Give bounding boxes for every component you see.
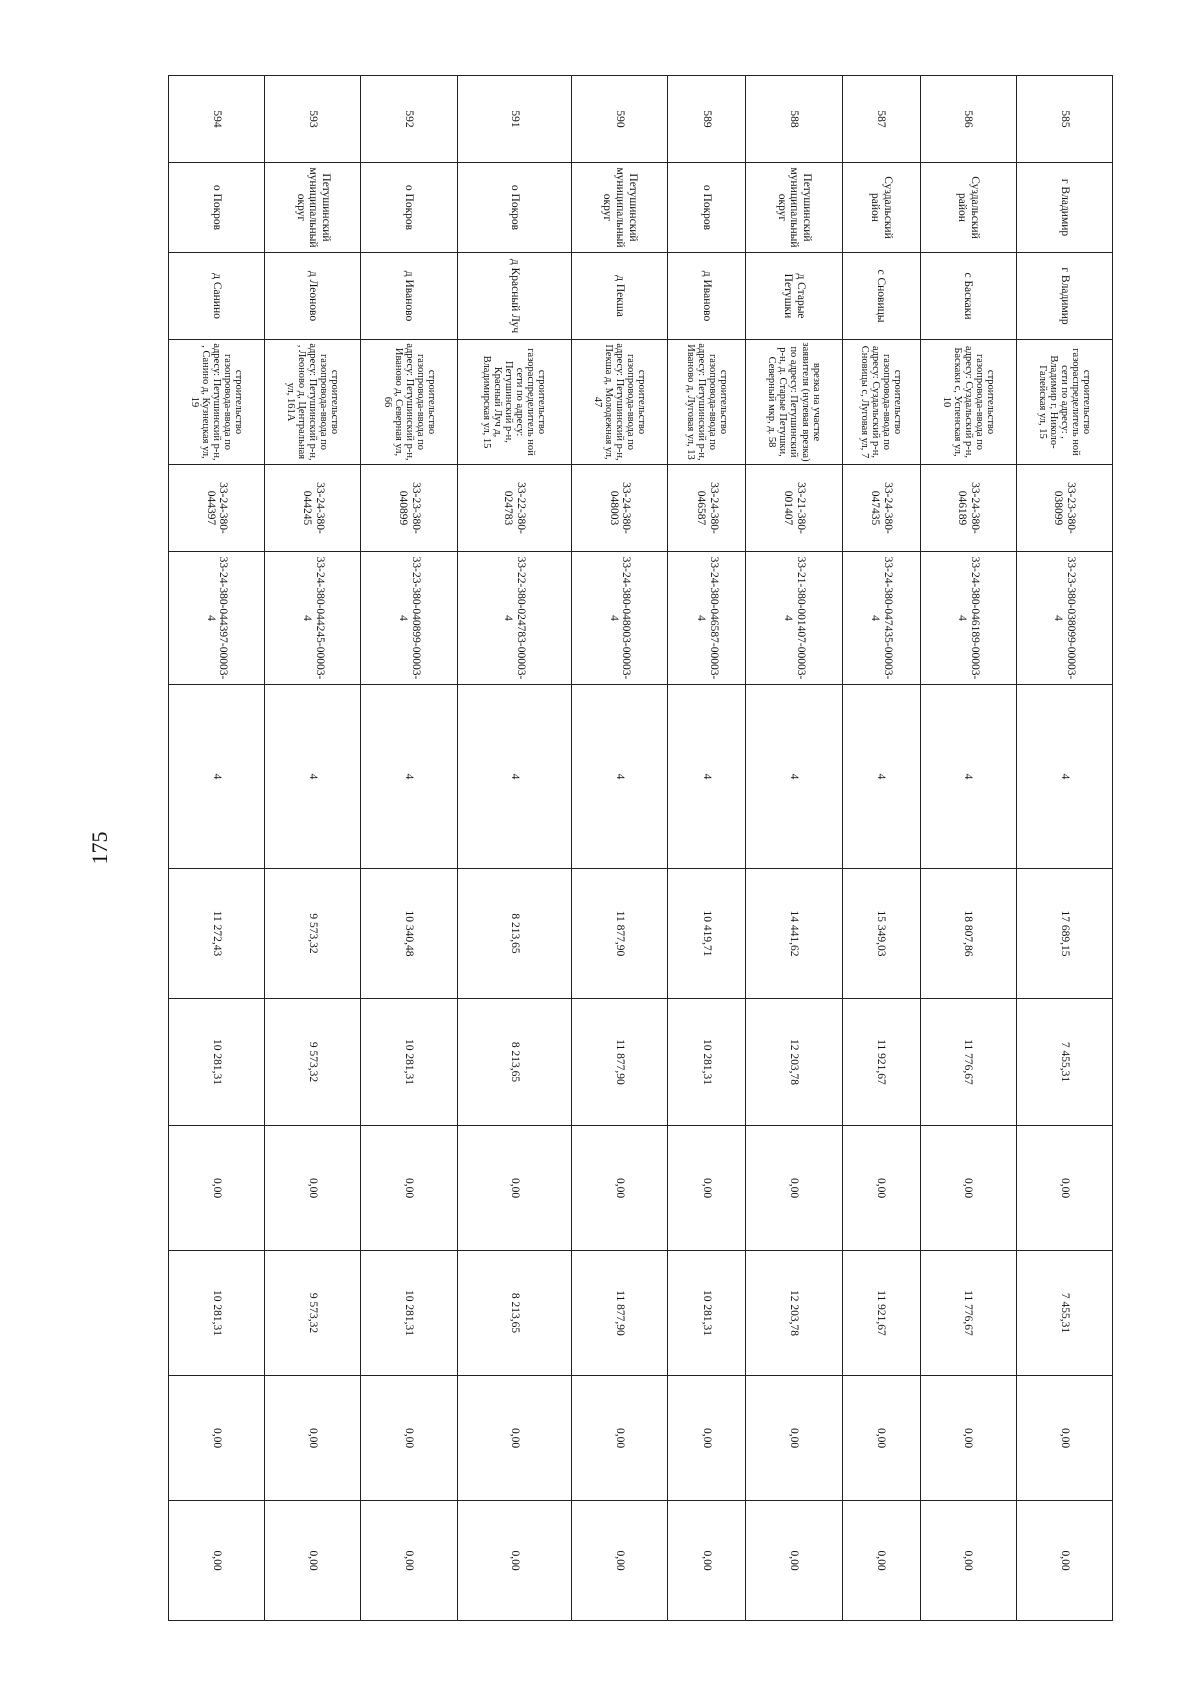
- municipality-cell: Петушинский муниципальный округ: [746, 163, 842, 253]
- value-4-cell: 11 877,90: [572, 1251, 668, 1376]
- value-5-cell: 0,00: [572, 1376, 668, 1501]
- value-3-cell: 0,00: [169, 1126, 265, 1251]
- value-3-cell: 0,00: [265, 1126, 361, 1251]
- table-row: [265, 76, 361, 1621]
- value-4-cell: 11 921,67: [842, 1251, 920, 1376]
- settlement-cell: д Красный Луч: [457, 253, 571, 340]
- value-1-cell: 17 689,15: [1016, 869, 1112, 999]
- value-6-cell: 0,00: [457, 1501, 571, 1621]
- value-4-cell: 8 213,65: [457, 1251, 571, 1376]
- value-6-cell: 0,00: [265, 1501, 361, 1621]
- description-cell: строительство газопровода-ввода по адресу: Петушинский р-н, Иваново д, Северная ул, 66: [361, 340, 457, 465]
- row-number: 585: [1016, 76, 1112, 163]
- value-5-cell: 0,00: [169, 1376, 265, 1501]
- description-cell: строительство газораспределитель ной сети по адресу: Петушинский р-н, Красный Луч д, Владимирская ул, 15: [457, 340, 571, 465]
- value-6-cell: 0,00: [842, 1501, 920, 1621]
- value-6-cell: 0,00: [169, 1501, 265, 1621]
- category-cell: 4: [572, 685, 668, 869]
- table-row: [457, 76, 571, 1621]
- value-4-cell: 10 281,31: [668, 1251, 746, 1376]
- settlement-cell: с Сновицы: [842, 253, 920, 340]
- table-body: [169, 76, 1113, 1621]
- table-row: [572, 76, 668, 1621]
- table-row: [842, 76, 920, 1621]
- value-4-cell: 7 455,31: [1016, 1251, 1112, 1376]
- value-3-cell: 0,00: [361, 1126, 457, 1251]
- table-row: [361, 76, 457, 1621]
- row-number: 589: [668, 76, 746, 163]
- value-2-cell: 10 281,31: [361, 999, 457, 1126]
- category-cell: 4: [920, 685, 1016, 869]
- row-number: 594: [169, 76, 265, 163]
- id-cell: 33-24-380-044245-00003-4: [265, 552, 361, 685]
- value-2-cell: 8 213,65: [457, 999, 571, 1126]
- id-cell: 33-24-380-046189-00003-4: [920, 552, 1016, 685]
- value-2-cell: 11 776,67: [920, 999, 1016, 1126]
- settlement-cell: г Владимир: [1016, 253, 1112, 340]
- code-cell: 33-24-380-044245: [265, 465, 361, 552]
- table-row: [169, 76, 265, 1621]
- value-4-cell: 10 281,31: [169, 1251, 265, 1376]
- municipality-cell: Петушинский муниципальный округ: [265, 163, 361, 253]
- settlement-cell: д Пекша: [572, 253, 668, 340]
- value-6-cell: 0,00: [572, 1501, 668, 1621]
- value-3-cell: 0,00: [1016, 1126, 1112, 1251]
- value-5-cell: 0,00: [361, 1376, 457, 1501]
- id-cell: 33-24-380-048003-00003-4: [572, 552, 668, 685]
- id-cell: 33-24-380-044397-00003-4: [169, 552, 265, 685]
- code-cell: 33-24-380-046189: [920, 465, 1016, 552]
- table-container: [168, 75, 1113, 1571]
- description-cell: врезка на участке заявителя (нулевая врезка) по адресу: Петушинский р-н, д. Старые Петушки, Северный мкр, д. 58: [746, 340, 842, 465]
- value-4-cell: 10 281,31: [361, 1251, 457, 1376]
- category-cell: 4: [265, 685, 361, 869]
- settlement-cell: д Иваново: [361, 253, 457, 340]
- value-3-cell: 0,00: [920, 1126, 1016, 1251]
- settlement-cell: д Старые Петушки: [746, 253, 842, 340]
- row-number: 587: [842, 76, 920, 163]
- description-cell: строительство газопровода-ввода по адресу: Петушинский р-н, , Санино д, Кузнецкая ул, 19: [169, 340, 265, 465]
- value-2-cell: 11 877,90: [572, 999, 668, 1126]
- id-cell: 33-23-380-038099-00003-4: [1016, 552, 1112, 685]
- municipality-cell: Петушинский муниципальный округ: [572, 163, 668, 253]
- value-1-cell: 10 340,48: [361, 869, 457, 999]
- value-4-cell: 11 776,67: [920, 1251, 1016, 1376]
- category-cell: 4: [457, 685, 571, 869]
- page-number: 175: [87, 831, 112, 865]
- id-cell: 33-24-380-046587-00003-4: [668, 552, 746, 685]
- municipality-cell: о Покров: [457, 163, 571, 253]
- value-6-cell: 0,00: [668, 1501, 746, 1621]
- value-4-cell: 9 573,32: [265, 1251, 361, 1376]
- row-number: 586: [920, 76, 1016, 163]
- description-cell: строительство газопровода-ввода по адресу: Суздальский р-н, Баскаки с, Успенская ул, 10: [920, 340, 1016, 465]
- category-cell: 4: [842, 685, 920, 869]
- value-1-cell: 14 441,62: [746, 869, 842, 999]
- code-cell: 33-24-380-044397: [169, 465, 265, 552]
- value-4-cell: 12 203,78: [746, 1251, 842, 1376]
- settlement-cell: д Санино: [169, 253, 265, 340]
- value-3-cell: 0,00: [842, 1126, 920, 1251]
- category-cell: 4: [169, 685, 265, 869]
- value-2-cell: 12 203,78: [746, 999, 842, 1126]
- description-cell: строительство газопровода-ввода по адресу: Суздальский р-н, Сновицы с, Луговая ул, 7: [842, 340, 920, 465]
- settlement-cell: с Баскаки: [920, 253, 1016, 340]
- data-table: [168, 75, 1113, 1621]
- value-5-cell: 0,00: [265, 1376, 361, 1501]
- value-2-cell: 10 281,31: [169, 999, 265, 1126]
- code-cell: 33-24-380-046587: [668, 465, 746, 552]
- municipality-cell: о Покров: [361, 163, 457, 253]
- value-6-cell: 0,00: [361, 1501, 457, 1621]
- id-cell: 33-24-380-047435-00003-4: [842, 552, 920, 685]
- value-3-cell: 0,00: [457, 1126, 571, 1251]
- row-number: 591: [457, 76, 571, 163]
- value-3-cell: 0,00: [668, 1126, 746, 1251]
- value-3-cell: 0,00: [572, 1126, 668, 1251]
- value-1-cell: 11 877,90: [572, 869, 668, 999]
- code-cell: 33-24-380-048003: [572, 465, 668, 552]
- value-6-cell: 0,00: [920, 1501, 1016, 1621]
- table-row: [746, 76, 842, 1621]
- value-5-cell: 0,00: [668, 1376, 746, 1501]
- value-5-cell: 0,00: [920, 1376, 1016, 1501]
- value-5-cell: 0,00: [746, 1376, 842, 1501]
- category-cell: 4: [668, 685, 746, 869]
- municipality-cell: о Покров: [169, 163, 265, 253]
- description-cell: строительство газопровода-ввода по адресу: Петушинский р-н, Иваново д, Луговая ул, 13: [668, 340, 746, 465]
- value-5-cell: 0,00: [842, 1376, 920, 1501]
- table-row: [668, 76, 746, 1621]
- description-cell: строительство газопровода-ввода по адресу: Петушинский р-н, , Леоново д, Центральная ул, 161А: [265, 340, 361, 465]
- value-2-cell: 10 281,31: [668, 999, 746, 1126]
- municipality-cell: Суздальский район: [920, 163, 1016, 253]
- code-cell: 33-21-380-001407: [746, 465, 842, 552]
- municipality-cell: г Владимир: [1016, 163, 1112, 253]
- value-1-cell: 11 272,43: [169, 869, 265, 999]
- settlement-cell: д Леоново: [265, 253, 361, 340]
- value-5-cell: 0,00: [1016, 1376, 1112, 1501]
- row-number: 588: [746, 76, 842, 163]
- value-6-cell: 0,00: [1016, 1501, 1112, 1621]
- category-cell: 4: [746, 685, 842, 869]
- code-cell: 33-23-380-040899: [361, 465, 457, 552]
- code-cell: 33-23-380-038099: [1016, 465, 1112, 552]
- value-1-cell: 15 349,03: [842, 869, 920, 999]
- code-cell: 33-24-380-047435: [842, 465, 920, 552]
- code-cell: 33-22-380-024783: [457, 465, 571, 552]
- municipality-cell: Суздальский район: [842, 163, 920, 253]
- value-1-cell: 18 807,86: [920, 869, 1016, 999]
- table-row: [1016, 76, 1112, 1621]
- row-number: 590: [572, 76, 668, 163]
- value-6-cell: 0,00: [746, 1501, 842, 1621]
- value-2-cell: 11 921,67: [842, 999, 920, 1126]
- value-1-cell: 8 213,65: [457, 869, 571, 999]
- id-cell: 33-22-380-024783-00003-4: [457, 552, 571, 685]
- value-3-cell: 0,00: [746, 1126, 842, 1251]
- value-2-cell: 9 573,32: [265, 999, 361, 1126]
- value-5-cell: 0,00: [457, 1376, 571, 1501]
- value-1-cell: 10 419,71: [668, 869, 746, 999]
- value-1-cell: 9 573,32: [265, 869, 361, 999]
- id-cell: 33-23-380-040899-00003-4: [361, 552, 457, 685]
- description-cell: строительство газораспределитель ной сети по адресу: , Владимир г, Николо-Галейская ул, 15: [1016, 340, 1112, 465]
- row-number: 592: [361, 76, 457, 163]
- description-cell: строительство газопровода-ввода по адресу: Петушинский р-н, Пекша д, Молодежная ул, 47: [572, 340, 668, 465]
- row-number: 593: [265, 76, 361, 163]
- category-cell: 4: [1016, 685, 1112, 869]
- value-2-cell: 7 455,31: [1016, 999, 1112, 1126]
- settlement-cell: д Иваново: [668, 253, 746, 340]
- municipality-cell: о Покров: [668, 163, 746, 253]
- id-cell: 33-21-380-001407-00003-4: [746, 552, 842, 685]
- table-row: [920, 76, 1016, 1621]
- category-cell: 4: [361, 685, 457, 869]
